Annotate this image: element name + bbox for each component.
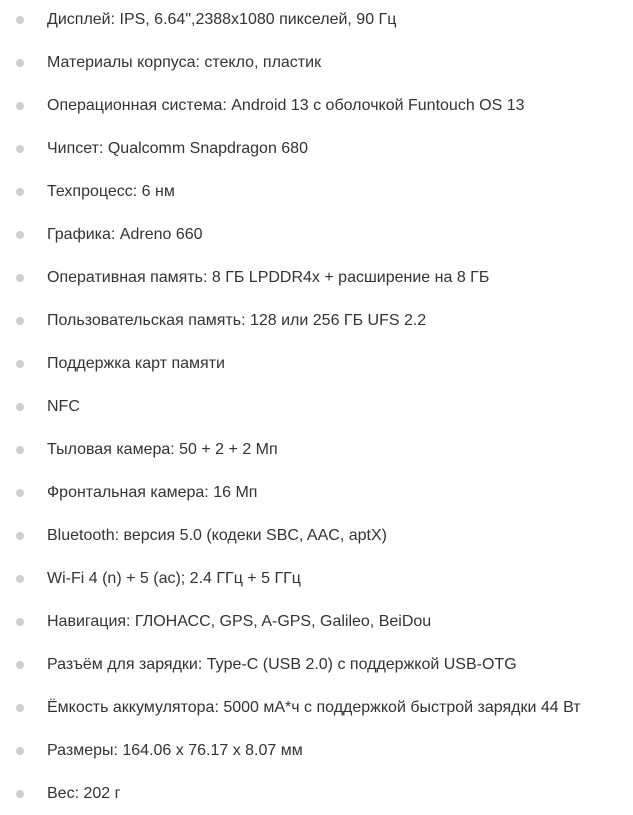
spec-text: Графика: Adreno 660: [47, 226, 203, 243]
spec-text: Поддержка карт памяти: [47, 355, 225, 372]
bullet-icon: [16, 747, 24, 755]
spec-item-os: [0, 84, 633, 127]
bullet-icon: [16, 575, 24, 583]
spec-text: NFC: [47, 398, 80, 415]
spec-item-navigation: [0, 600, 633, 643]
bullet-icon: [16, 317, 24, 325]
bullet-icon: [16, 489, 24, 497]
spec-item-materials: [0, 41, 633, 84]
bullet-icon: [16, 188, 24, 196]
spec-item-dimensions: [0, 729, 633, 772]
bullet-icon: [16, 231, 24, 239]
bullet-icon: [16, 16, 24, 24]
bullet-icon: [16, 145, 24, 153]
bullet-icon: [16, 618, 24, 626]
spec-text: Операционная система: Android 13 с оболочкой Funtouch OS 13: [47, 97, 525, 114]
bullet-icon: [16, 446, 24, 454]
spec-text: Wi-Fi 4 (n) + 5 (ac); 2.4 ГГц + 5 ГГц: [47, 570, 301, 587]
bullet-icon: [16, 360, 24, 368]
spec-item-wifi: [0, 557, 633, 600]
bullet-icon: [16, 532, 24, 540]
spec-text: Материалы корпуса: стекло, пластик: [47, 54, 322, 71]
spec-text: Bluetooth: версия 5.0 (кодеки SBC, AAC, aptX): [47, 527, 387, 544]
spec-text: Вес: 202 г: [47, 785, 121, 802]
spec-item-charging-port: [0, 643, 633, 686]
spec-text: Ёмкость аккумулятора: 5000 мА*ч с поддержкой быстрой зарядки 44 Вт: [47, 699, 581, 716]
spec-text: Пользовательская память: 128 или 256 ГБ UFS 2.2: [47, 312, 427, 329]
spec-item-chipset: [0, 127, 633, 170]
spec-item-battery: [0, 686, 633, 729]
spec-item-nfc: [0, 385, 633, 428]
spec-item-storage: [0, 299, 633, 342]
spec-text: Чипсет: Qualcomm Snapdragon 680: [47, 140, 308, 157]
bullet-icon: [16, 102, 24, 110]
spec-item-display: [0, 0, 633, 41]
spec-item-weight: [0, 772, 633, 815]
spec-text: Тыловая камера: 50 + 2 + 2 Мп: [47, 441, 278, 458]
bullet-icon: [16, 274, 24, 282]
bullet-icon: [16, 403, 24, 411]
bullet-icon: [16, 790, 24, 798]
spec-text: Техпроцесс: 6 нм: [47, 183, 175, 200]
spec-text: Оперативная память: 8 ГБ LPDDR4x + расширение на 8 ГБ: [47, 269, 490, 286]
spec-item-bluetooth: [0, 514, 633, 557]
spec-item-front-camera: [0, 471, 633, 514]
spec-item-ram: [0, 256, 633, 299]
spec-item-memory-card: [0, 342, 633, 385]
bullet-icon: [16, 661, 24, 669]
spec-item-graphics: [0, 213, 633, 256]
spec-text: Размеры: 164.06 х 76.17 х 8.07 мм: [47, 742, 303, 759]
spec-item-process: [0, 170, 633, 213]
spec-text: Фронтальная камера: 16 Мп: [47, 484, 258, 501]
spec-text: Навигация: ГЛОНАСС, GPS, A-GPS, Galileo, BeiDou: [47, 613, 432, 630]
bullet-icon: [16, 704, 24, 712]
bullet-icon: [16, 59, 24, 67]
spec-text: Дисплей: IPS, 6.64",2388х1080 пикселей, 90 Гц: [47, 11, 397, 28]
spec-text: Разъём для зарядки: Type-C (USB 2.0) с поддержкой USB-OTG: [47, 656, 517, 673]
spec-item-rear-camera: [0, 428, 633, 471]
